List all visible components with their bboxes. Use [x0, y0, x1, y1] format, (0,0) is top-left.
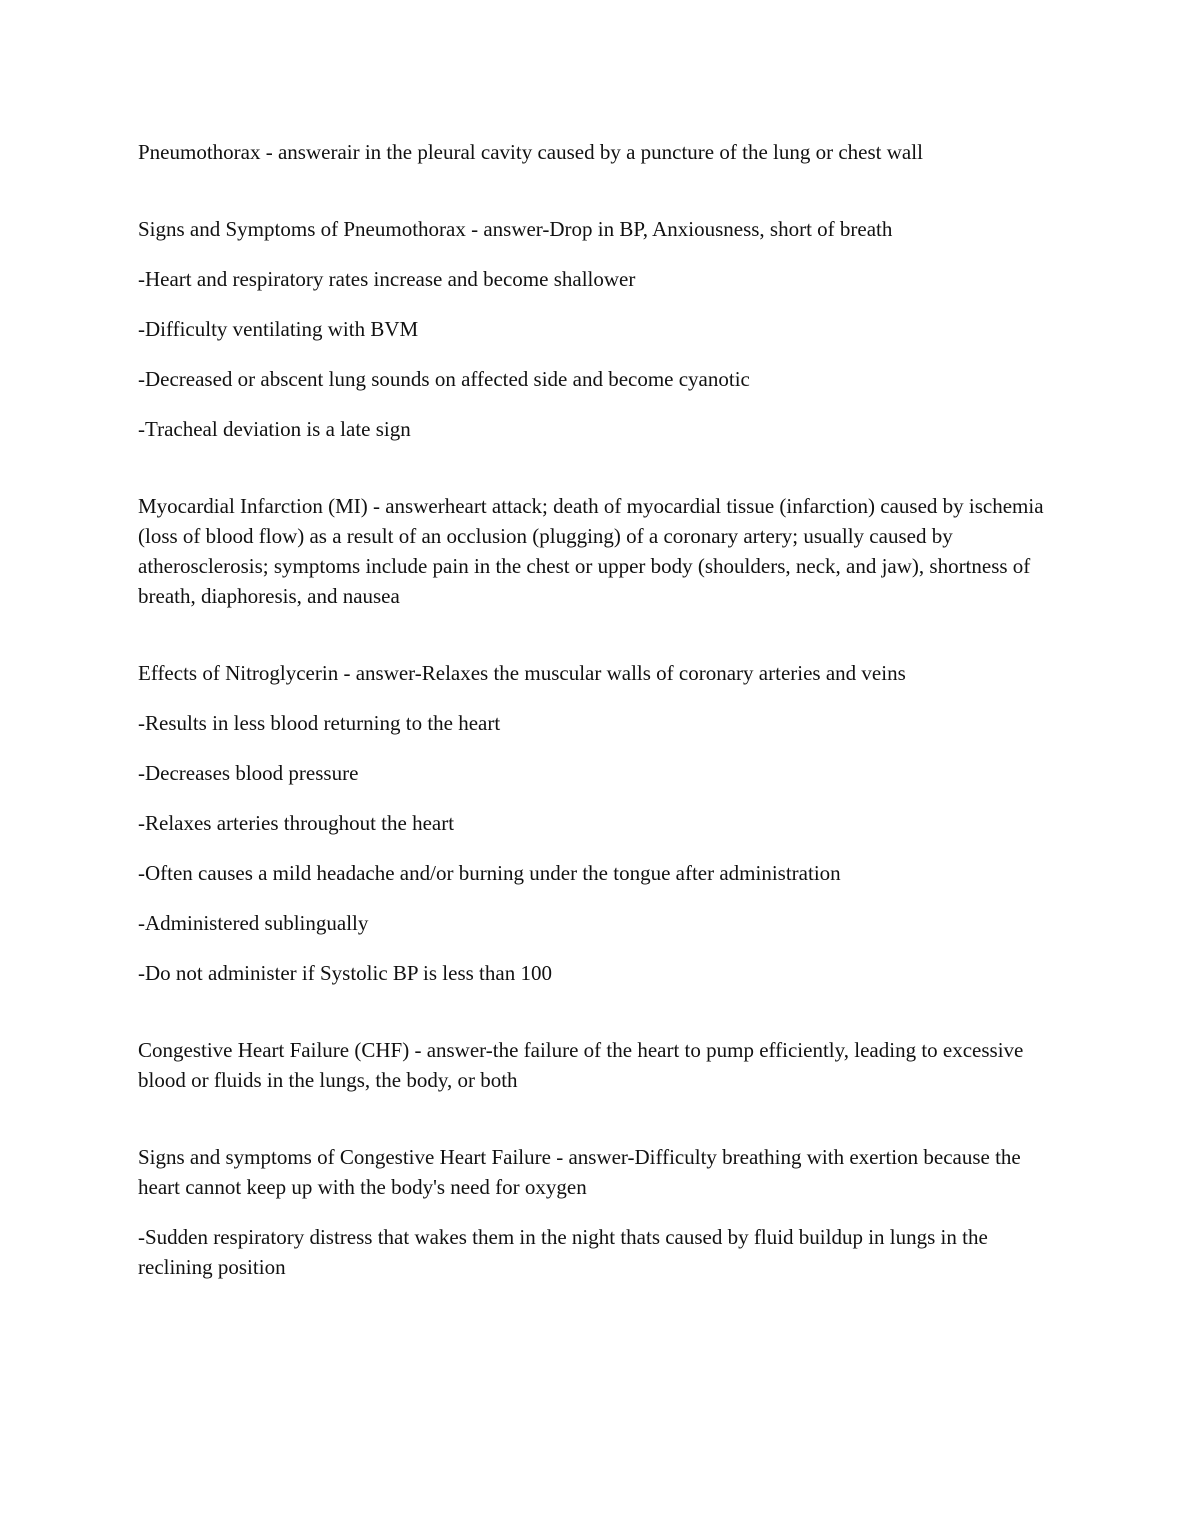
entry-chf — [138, 1035, 1058, 1095]
paragraph: -Often causes a mild headache and/or burning under the tongue after administration — [138, 861, 841, 885]
paragraph: -Difficulty ventilating with BVM — [138, 317, 419, 341]
document-body — [138, 137, 1058, 1282]
entry-spacer — [138, 444, 1058, 491]
entry-chf-signs — [138, 1142, 1058, 1282]
entry-spacer — [138, 167, 1058, 214]
paragraph: Signs and symptoms of Congestive Heart Failure - answer-Difficulty breathing with exertion because the heart cannot keep up with the body's need for oxygen — [138, 1145, 1021, 1199]
paragraph: -Decreases blood pressure — [138, 761, 359, 785]
paragraph: -Heart and respiratory rates increase and become shallower — [138, 267, 636, 291]
paragraph: -Sudden respiratory distress that wakes them in the night thats caused by fluid buildup in lungs in the reclining position — [138, 1225, 988, 1279]
paragraph: -Administered sublingually — [138, 911, 369, 935]
paragraph: -Tracheal deviation is a late sign — [138, 417, 411, 441]
paragraph: -Do not administer if Systolic BP is less than 100 — [138, 961, 552, 985]
entry-nitroglycerin — [138, 658, 1058, 988]
paragraph: Myocardial Infarction (MI) - answerheart attack; death of myocardial tissue (infarction) caused by ischemia (loss of blood flow) as a result of an occlusion (plugging) of a coronary artery; usually caused by atherosclerosis; symptoms include pain in the chest or upper body (shoulders, neck, and jaw), shortness of breath, diaphoresis, and nausea — [138, 494, 1044, 608]
entry-pneumothorax — [138, 137, 1058, 167]
entry-spacer — [138, 988, 1058, 1035]
paragraph: Effects of Nitroglycerin - answer-Relaxes the muscular walls of coronary arteries and veins — [138, 661, 906, 685]
paragraph: Pneumothorax - answerair in the pleural cavity caused by a puncture of the lung or chest wall — [138, 140, 923, 164]
entry-pneumothorax-signs — [138, 214, 1058, 444]
entry-spacer — [138, 1095, 1058, 1142]
entry-spacer — [138, 611, 1058, 658]
entry-myocardial-infarction — [138, 491, 1058, 611]
paragraph: Signs and Symptoms of Pneumothorax - answer-Drop in BP, Anxiousness, short of breath — [138, 217, 893, 241]
paragraph: -Results in less blood returning to the heart — [138, 711, 501, 735]
paragraph: Congestive Heart Failure (CHF) - answer-the failure of the heart to pump efficiently, leading to excessive blood or fluids in the lungs, the body, or both — [138, 1038, 1024, 1092]
paragraph: -Relaxes arteries throughout the heart — [138, 811, 455, 835]
paragraph: -Decreased or abscent lung sounds on affected side and become cyanotic — [138, 367, 750, 391]
